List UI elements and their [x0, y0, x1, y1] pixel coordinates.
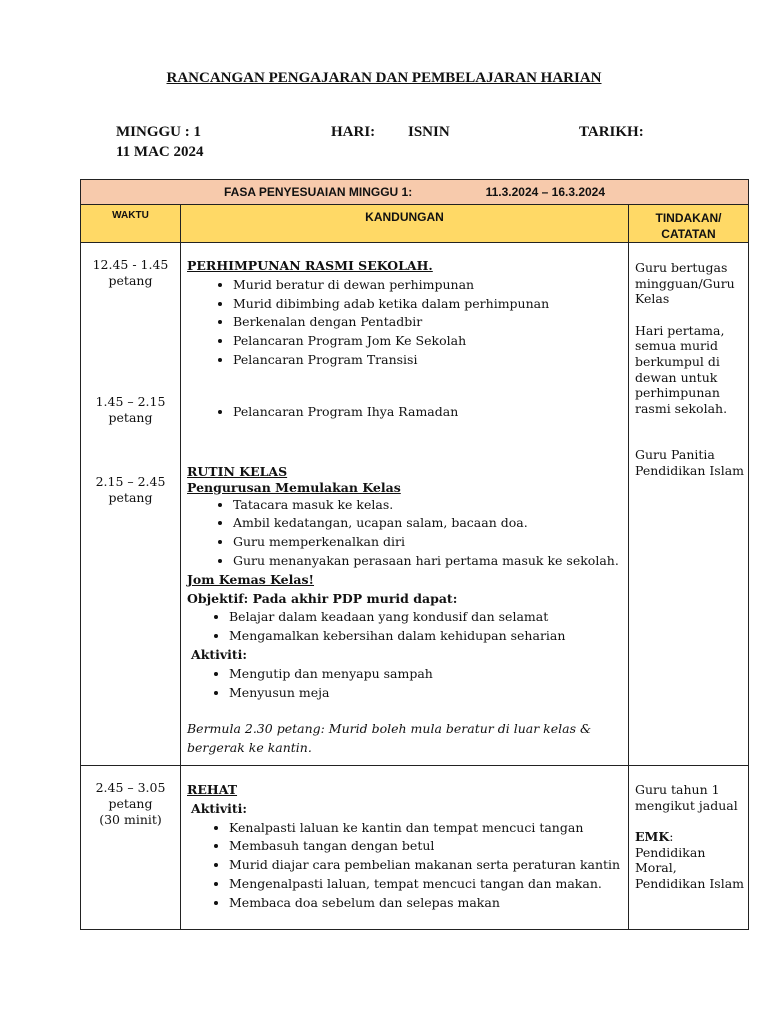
day-value: ISNIN [408, 124, 450, 140]
objective-list [187, 608, 624, 646]
time-slot-1: 12.45 - 1.45 petang [92, 257, 169, 288]
routine-subheading: Pengurusan Memulakan Kelas [187, 479, 401, 495]
list-item: • Mengenalpasti laluan, tempat mencuci tangan dan makan. [229, 875, 624, 894]
tidy-class-heading: Jom Kemas Kelas! [187, 571, 315, 587]
ramadan-list [187, 403, 624, 422]
break-activity-label: Aktiviti: [191, 800, 248, 816]
note-duty-teacher: Guru bertugas mingguan/Guru Kelas [635, 260, 735, 307]
break-heading: REHAT [187, 782, 238, 797]
list-item: • Membaca doa sebelum dan selepas makan [229, 894, 624, 913]
note-year1-teacher: Guru tahun 1 mengikut jadual [635, 782, 738, 813]
list-item: • Menyusun meja [229, 684, 624, 703]
notes-cell-break [629, 766, 749, 930]
list-item: • Belajar dalam keadaan yang kondusif dan selamat [229, 608, 624, 627]
list-item: • Kenalpasti laluan ke kantin dan tempat mencuci tangan [229, 819, 624, 838]
note-first-day: Hari pertama, semua murid berkumpul di dewan untuk perhimpunan rasmi sekolah. [635, 322, 728, 416]
content-cell-break [181, 766, 629, 930]
break-activity-list [187, 819, 624, 913]
date-label: TARIKH: [579, 124, 644, 140]
activity-label: Aktiviti: [191, 646, 248, 662]
list-item: • Murid beratur di dewan perhimpunan [233, 276, 624, 295]
emk-values: Pendidikan Moral, Pendidikan Islam [635, 844, 745, 891]
column-header-kandungan: KANDUNGAN [181, 205, 629, 243]
assembly-heading: PERHIMPUNAN RASMI SEKOLAH. [187, 258, 433, 273]
notes-cell [629, 243, 749, 766]
list-item: • Pelancaran Program Ihya Ramadan [233, 403, 624, 422]
assembly-list [187, 276, 624, 370]
list-item: • Tatacara masuk ke kelas. [233, 496, 624, 515]
activity-list [187, 665, 624, 703]
list-item: • Membasuh tangan dengan betul [229, 837, 624, 856]
list-item: • Pelancaran Program Jom Ke Sekolah [233, 332, 624, 351]
routine-heading: RUTIN KELAS [187, 463, 288, 479]
time-slot-3: 2.15 – 2.45 petang [95, 474, 166, 505]
time-slot-2: 1.45 – 2.15 petang [95, 394, 166, 425]
list-item: • Guru menanyakan perasaan hari pertama masuk ke sekolah. [233, 552, 624, 571]
list-item: • Murid diajar cara pembelian makanan serta peraturan kantin [229, 856, 624, 875]
phase-label: FASA PENYESUAIAN MINGGU 1: [223, 185, 413, 199]
emk-label: EMK: [635, 829, 674, 845]
week-label: MINGGU : 1 [116, 124, 201, 140]
time-cell [81, 243, 181, 766]
date-value: 11 MAC 2024 [116, 144, 204, 160]
routine-list [187, 496, 624, 571]
list-item: • Berkenalan dengan Pentadbir [233, 313, 624, 332]
list-item: • Mengamalkan kebersihan dalam kehidupan seharian [229, 627, 624, 646]
content-cell [181, 243, 629, 766]
list-item: • Guru memperkenalkan diri [233, 533, 624, 552]
note-islam-panel: Guru Panitia Pendidikan Islam [635, 447, 745, 478]
objective-label: Objektif: Pada akhir PDP murid dapat: [187, 590, 458, 606]
list-item: • Pelancaran Program Transisi [233, 351, 624, 370]
list-item: • Murid dibimbing adab ketika dalam perhimpunan [233, 295, 624, 314]
phase-dates: 11.3.2024 – 16.3.2024 [485, 185, 606, 199]
day-label: HARI: [331, 124, 376, 140]
document-title: RANCANGAN PENGAJARAN DAN PEMBELAJARAN HARIAN [166, 70, 602, 86]
list-item: • Ambil kedatangan, ucapan salam, bacaan doa. [233, 514, 624, 533]
time-cell-break: 2.45 – 3.05 petang (30 minit) [81, 766, 181, 930]
phase-header [81, 180, 749, 205]
column-header-tindakan: TINDAKAN/ CATATAN [629, 205, 749, 243]
column-header-waktu: WAKTU [81, 205, 181, 243]
lesson-plan-table [80, 179, 749, 930]
list-item: • Mengutip dan menyapu sampah [229, 665, 624, 684]
canteen-note: Bermula 2.30 petang: Murid boleh mula beratur di luar kelas & bergerak ke kantin. [187, 721, 592, 756]
